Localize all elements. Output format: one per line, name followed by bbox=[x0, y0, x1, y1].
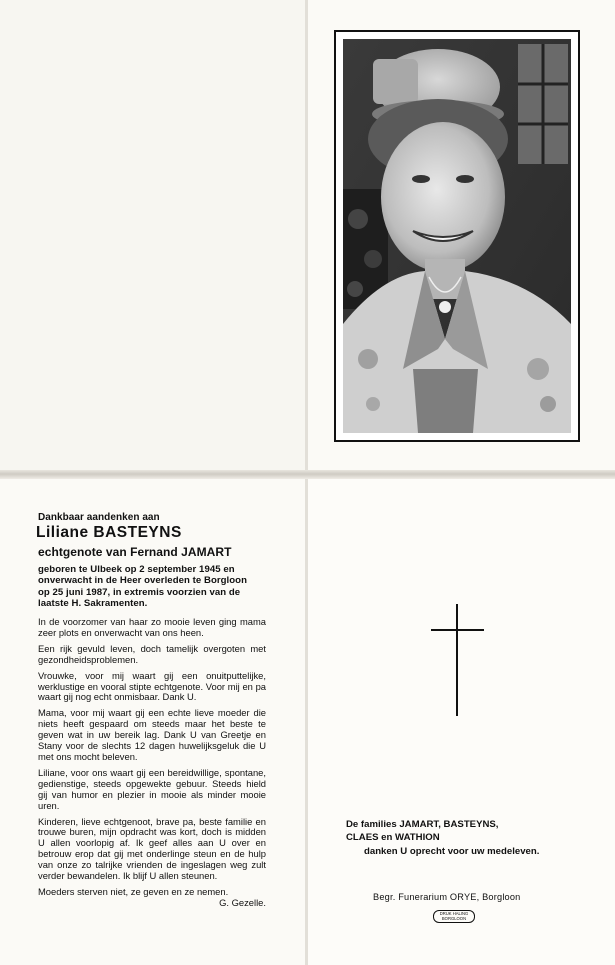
born-line: op 25 juni 1987, in extremis voorzien van de bbox=[38, 586, 241, 598]
cross-icon bbox=[456, 604, 458, 716]
printer-stamp bbox=[433, 910, 475, 923]
paragraph: Een rijk gevuld leven, doch tamelijk overgoten met gezondheidsproblemen. bbox=[38, 642, 266, 665]
portrait-photo bbox=[343, 39, 571, 433]
stamp-line: DRUK HALING bbox=[439, 911, 469, 916]
paragraph: Kinderen, lieve echtgenoot, brave pa, beste familie en trouwe buren, mijn opdracht was kort, doch is midden U allen voorlopig af. Ik geef alles aan U over en betrouw erop dat gij met onderlinge steun en de hulp van onze zo talrijke vrienden de ingeslagen weg zult verder bewandelen. Ik blijf U allen steunen. bbox=[38, 815, 266, 882]
quote-attribution: G. Gezelle. bbox=[219, 896, 266, 908]
dedication-line: Dankbaar aandenken aan bbox=[38, 512, 160, 523]
deceased-name: Liliane BASTEYNS bbox=[36, 524, 182, 541]
families-block bbox=[346, 818, 498, 844]
spouse-line: echtgenote van Fernand JAMART bbox=[38, 545, 232, 559]
families-thanks: danken U oprecht voor uw medeleven. bbox=[364, 846, 540, 857]
quote-line: Moeders sterven niet, ze geven en ze nemen. bbox=[38, 885, 229, 897]
cross-icon-bar bbox=[431, 629, 484, 631]
stamp-line: BORGLOON bbox=[441, 916, 467, 921]
portrait-frame bbox=[334, 30, 580, 442]
born-line: geboren te Ulbeek op 2 september 1945 en bbox=[38, 564, 235, 575]
blank-panel bbox=[0, 0, 306, 472]
born-line: onverwacht in de Heer overleden te Borgloon bbox=[38, 575, 247, 587]
horizontal-fold bbox=[0, 470, 615, 479]
vertical-fold bbox=[305, 0, 308, 965]
paragraph: Vrouwke, voor mij waart gij een onuitputtelijke, werklustige en vooral stipte echtgenote. Voor mij en pa waart gij nog echt onmisbaar. Dank U. bbox=[38, 669, 266, 703]
born-line: laatste H. Sakramenten. bbox=[38, 597, 148, 609]
paragraph: In de voorzomer van haar zo mooie leven ging mama zeer plots en onverwacht van ons heen. bbox=[38, 616, 266, 638]
families-line: CLAES en WATHION bbox=[346, 832, 440, 843]
memorial-text bbox=[38, 617, 266, 909]
paragraph: Liliane, voor ons waart gij een bereidwillige, spontane, gedienstige, steeds opgewekte gebuur. Steeds hield gij van humor en plezier in mooie als minder mooie uren. bbox=[38, 766, 266, 811]
birth-death-info bbox=[38, 564, 278, 609]
paragraph: Mama, voor mij waart gij een echte lieve moeder die niets heeft gespaard om steeds maar het beste te geven wat in uw bereik lag. Dank U van Greetje en Stany voor de slechts 12 dagen huwelijksgeluk die U met ons mocht beleven. bbox=[38, 707, 266, 762]
funeral-home: Begr. Funerarium ORYE, Borgloon bbox=[373, 892, 521, 902]
portrait-illustration bbox=[343, 39, 571, 433]
families-line: De families JAMART, BASTEYNS, bbox=[346, 819, 499, 830]
